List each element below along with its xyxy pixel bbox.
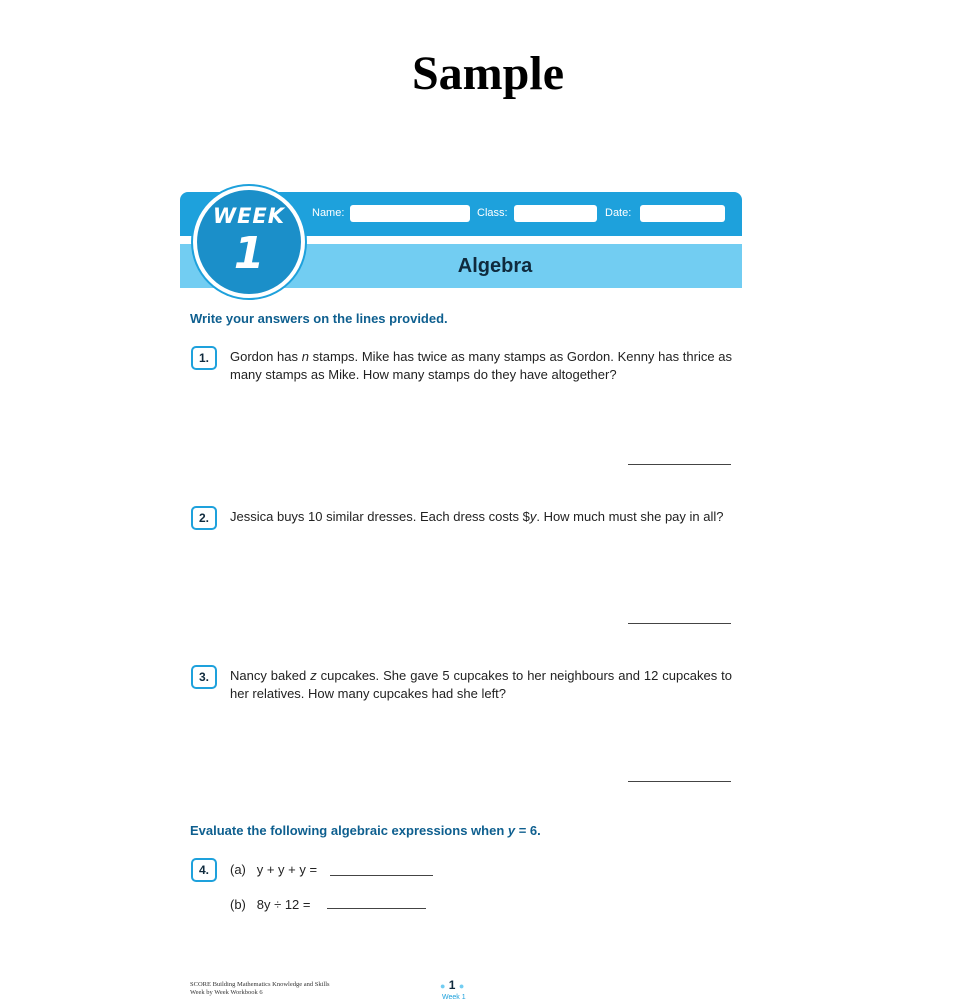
class-label: Class:	[477, 207, 508, 219]
date-label: Date:	[605, 207, 632, 219]
question-3-variable: z	[310, 668, 317, 683]
topic-title: Algebra	[457, 255, 533, 277]
question-2-text: Jessica buys 10 similar dresses. Each dress costs $y. How much must she pay in all?	[230, 509, 724, 524]
question-1-answer-line[interactable]	[628, 464, 731, 465]
footer-book-title: SCORE Building Mathematics Knowledge and Skills Week by Week Workbook 6	[190, 981, 330, 996]
week-number: 1	[233, 228, 265, 279]
instruction-write-answers: Write your answers on the lines provided.	[190, 311, 448, 326]
question-4-part-b-answer-line[interactable]	[327, 908, 426, 909]
question-2-variable: y	[529, 509, 537, 524]
sample-watermark-title: Sample	[411, 47, 564, 100]
date-field[interactable]	[640, 205, 725, 222]
class-field[interactable]	[514, 205, 597, 222]
question-3-text: Nancy baked z cupcakes. She gave 5 cupcakes to her neighbours and 12 cupcakes to her relatives. How many cupcakes had she left?	[230, 668, 732, 701]
name-field[interactable]	[350, 205, 470, 222]
question-3-number: 3.	[191, 665, 217, 689]
question-1-text: Gordon has n stamps. Mike has twice as many stamps as Gordon. Kenny has thrice as many stamps as Mike. How many stamps do they have altogether?	[230, 349, 732, 382]
question-1-number: 1.	[191, 346, 217, 370]
instruction-evaluate: Evaluate the following algebraic expressions when y = 6.	[190, 823, 541, 838]
question-4-part-a-answer-line[interactable]	[330, 875, 433, 876]
question-2-number: 2.	[191, 506, 217, 530]
question-4-part-a: (a) y + y + y =	[230, 862, 318, 877]
question-4-number: 4.	[191, 858, 217, 882]
footer-week-label: Week 1	[442, 994, 466, 1001]
question-3-answer-line[interactable]	[628, 781, 731, 782]
question-4-part-b: (b) 8y ÷ 12 =	[230, 897, 311, 912]
question-1-variable: n	[301, 349, 309, 364]
question-2-answer-line[interactable]	[628, 623, 731, 624]
week-badge	[193, 186, 305, 298]
week-word: WEEK	[212, 204, 286, 228]
name-label: Name:	[312, 207, 345, 219]
page-number: ● 1 ●	[440, 978, 465, 992]
